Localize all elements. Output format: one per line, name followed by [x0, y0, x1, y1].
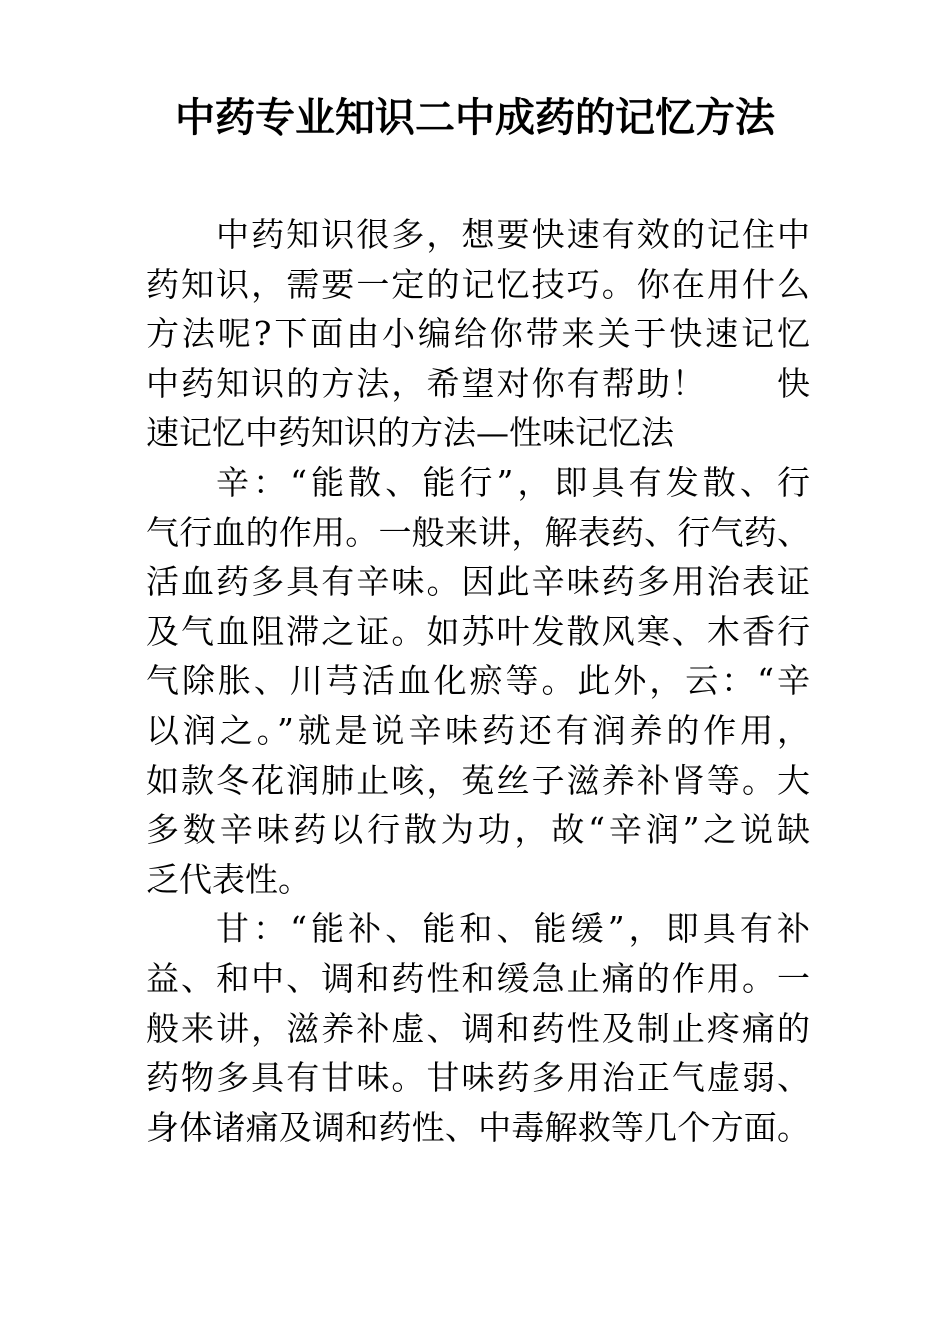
- paragraph-line: 如款冬花润肺止咳，菟丝子滋养补肾等。大: [146, 760, 810, 800]
- paragraph-line: 以润之。”就是说辛味药还有润养的作用，: [146, 710, 810, 750]
- document-body: [146, 210, 810, 1152]
- paragraph-line: 益、和中、调和药性和缓急止痛的作用。一: [146, 958, 810, 998]
- paragraph-line: 药知识，需要一定的记忆技巧。你在用什么: [146, 264, 810, 304]
- paragraph-line: 甘：“能补、能和、能缓”，即具有补: [216, 909, 810, 949]
- document-title: 中药专业知识二中成药的记忆方法: [175, 95, 775, 141]
- paragraph-line: 乏代表性。: [146, 859, 311, 899]
- paragraph-line: 中药知识很多，想要快速有效的记住中: [216, 215, 810, 254]
- paragraph-line: 辛：“能散、能行”，即具有发散、行: [216, 462, 810, 502]
- paragraph-line: 气除胀、川芎活血化瘀等。此外，云：“辛: [146, 661, 810, 701]
- paragraph-line: 活血药多具有辛味。因此辛味药多用治表证: [146, 562, 810, 602]
- paragraph-line: 多数辛味药以行散为功，故“辛润”之说缺: [146, 810, 810, 850]
- paragraph-line: 及气血阻滞之证。如苏叶发散风寒、木香行: [146, 611, 810, 651]
- paragraph-line: 中药知识的方法，希望对你有帮助！ 快: [146, 363, 810, 403]
- paragraph-line: 身体诸痛及调和药性、中毒解救等几个方面。: [146, 1107, 810, 1147]
- paragraph-line: 气行血的作用。一般来讲，解表药、行气药、: [146, 512, 810, 552]
- paragraph-line: 药物多具有甘味。甘味药多用治正气虚弱、: [146, 1058, 810, 1098]
- paragraph-line: 方法呢?下面由小编给你带来关于快速记忆: [146, 314, 810, 354]
- paragraph-line: 般来讲，滋养补虚、调和药性及制止疼痛的: [146, 1008, 810, 1048]
- paragraph-line: 速记忆中药知识的方法—性味记忆法: [146, 413, 674, 453]
